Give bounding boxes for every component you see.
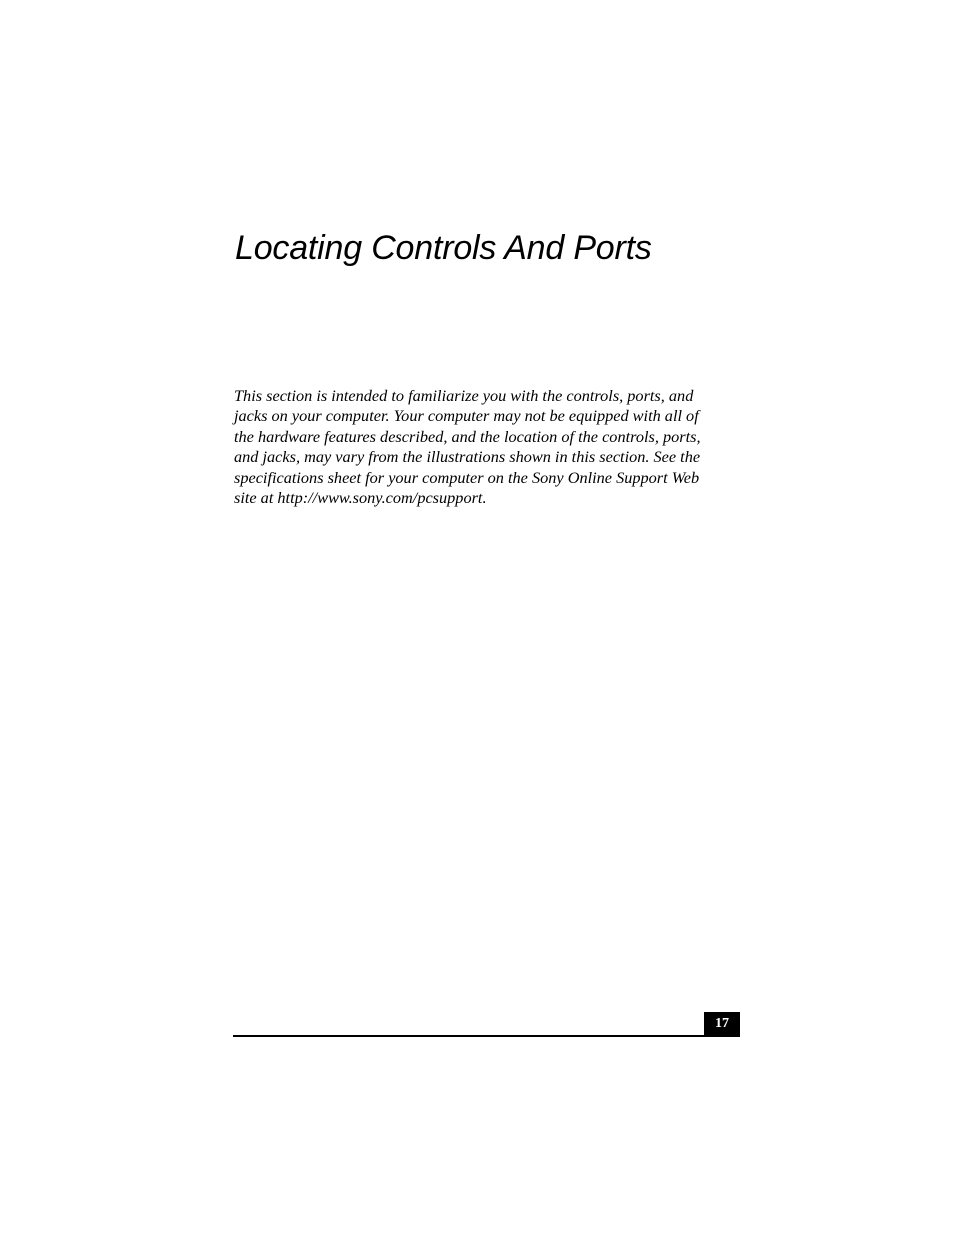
intro-line: and jacks, may vary from the illustrations shown in this section. See the [234,447,701,467]
intro-line: This section is intended to familiarize you with the controls, ports, and [234,386,694,405]
footer-rule [233,1035,740,1037]
intro-line: site at http://www.sony.com/pcsupport. [234,488,487,508]
intro-line: specifications sheet for your computer on the Sony Online Support Web [234,467,700,487]
intro-line: jacks on your computer. Your computer may not be equipped with all of [234,406,699,426]
page-number: 17 [704,1012,740,1037]
page-title: Locating Controls And Ports [235,229,652,267]
intro-paragraph [234,386,734,508]
intro-line: the hardware features described, and the location of the controls, ports, [234,426,701,446]
